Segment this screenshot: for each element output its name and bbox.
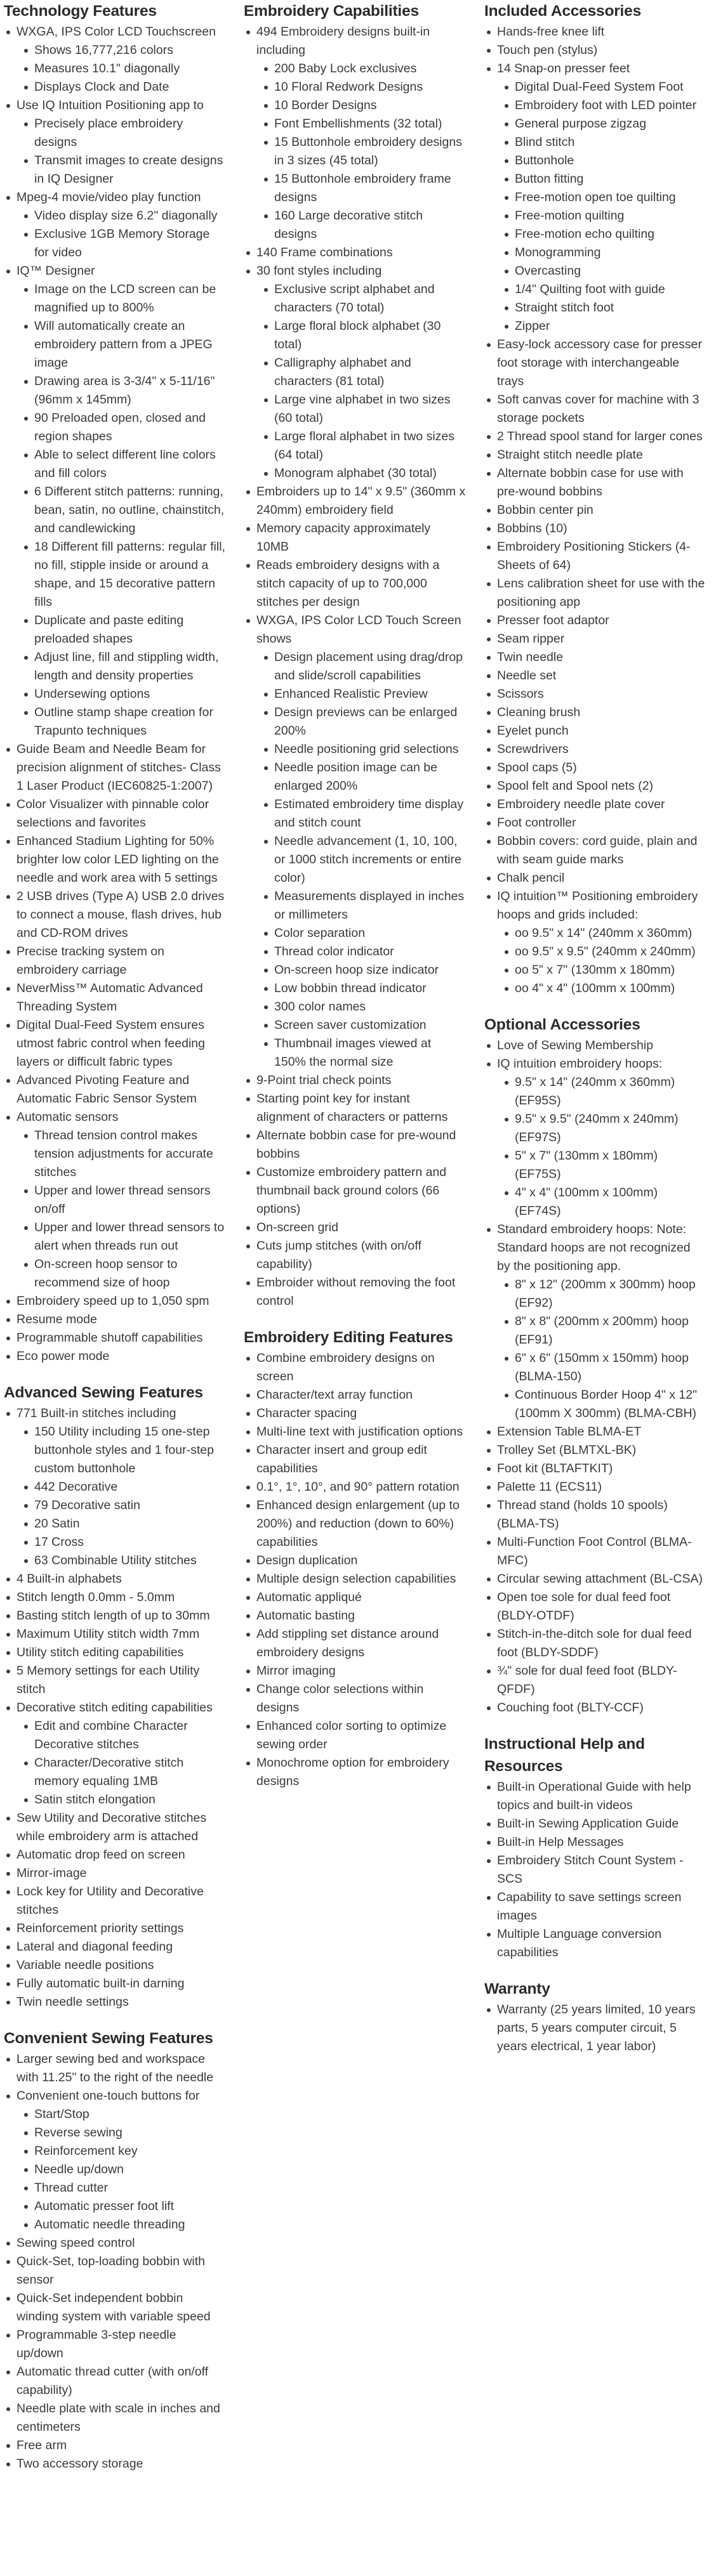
sub-list-item: 300 color names: [244, 998, 466, 1016]
list-item: Reads embroidery designs with a stitch capacity of up to 700,000 stitches per design: [244, 556, 466, 611]
sub-list-item: 10 Border Designs: [244, 96, 466, 115]
sub-list-item: Button fitting: [484, 170, 706, 188]
sub-list-item: Free-motion open toe quilting: [484, 188, 706, 207]
section-heading: Instructional Help and Resources: [484, 1736, 645, 1775]
sub-list-item: Color separation: [244, 924, 466, 943]
sub-list-item: Design placement using drag/drop and slide/scroll capabilities: [244, 648, 466, 685]
list-item: Quick-Set, top-loading bobbin with sensor: [4, 2252, 226, 2289]
list-item: Touch pen (stylus): [484, 41, 706, 60]
list-item: Spool felt and Spool nets (2): [484, 777, 706, 795]
list-item: Color Visualizer with pinnable color selections and favorites: [4, 795, 226, 832]
sub-list-item: Thread color indicator: [244, 943, 466, 961]
list-item: Cleaning brush: [484, 703, 706, 722]
sub-list-item: Straight stitch foot: [484, 299, 706, 317]
sub-list-item: Image on the LCD screen can be magnified up to 800%: [4, 280, 226, 317]
list-item: 2 USB drives (Type A) USB 2.0 drives to connect a mouse, flash drives, hub and CD-ROM drives: [4, 887, 226, 943]
list-item: IQ intuition™ Positioning embroidery hoops and grids included:: [484, 887, 706, 924]
column-right: [484, 0, 706, 2056]
list-item: Use IQ Intuition Positioning app to: [4, 96, 226, 115]
section-heading: Convenient Sewing Features: [4, 2030, 213, 2047]
list-item: IQ intuition embroidery hoops:: [484, 1055, 706, 1073]
list-item: Needle set: [484, 667, 706, 685]
list-item: Add stippling set distance around embroidery designs: [244, 1625, 466, 1662]
list-item: Utility stitch editing capabilities: [4, 1644, 226, 1662]
list-item: Decorative stitch editing capabilities: [4, 1699, 226, 1717]
list-item: Warranty (25 years limited, 10 years parts, 5 years computer circuit, 5 years electrical, 1 year labor): [484, 2001, 706, 2056]
sub-list-item: Estimated embroidery time display and stitch count: [244, 795, 466, 832]
list-item: Love of Sewing Membership: [484, 1036, 706, 1055]
sub-list-item: 1/4" Quilting foot with guide: [484, 280, 706, 299]
sub-list-item: Precisely place embroidery designs: [4, 115, 226, 152]
section-heading: Warranty: [484, 1980, 550, 1997]
list-item: Screwdrivers: [484, 740, 706, 759]
list-item: Enhanced Stadium Lighting for 50% brighter low color LED lighting on the needle and work area with 5 settings: [4, 832, 226, 887]
list-item: Automatic thread cutter (with on/off capability): [4, 2363, 226, 2400]
list-item: Foot kit (BLTAFTKIT): [484, 1460, 706, 1478]
sub-list-item: Monogramming: [484, 244, 706, 262]
list-item: Reinforcement priority settings: [4, 1919, 226, 1938]
sub-list-item: Reverse sewing: [4, 2124, 226, 2142]
sub-list-item: 10 Floral Redwork Designs: [244, 78, 466, 96]
list-item: Embroiders up to 14" x 9.5" (360mm x 240mm) embroidery field: [244, 483, 466, 520]
list-item: Embroidery speed up to 1,050 spm: [4, 1292, 226, 1311]
sub-list-item: 15 Buttonhole embroidery frame designs: [244, 170, 466, 207]
sub-list-item: Buttonhole: [484, 152, 706, 170]
list-item: ¾" sole for dual feed foot (BLDY-QFDF): [484, 1662, 706, 1699]
sub-list-item: Thread cutter: [4, 2179, 226, 2197]
sub-list-item: Drawing area is 3-3/4" x 5-11/16" (96mm x 145mm): [4, 372, 226, 409]
feature-list: [484, 1778, 706, 1962]
list-item: 4 Built-in alphabets: [4, 1570, 226, 1588]
list-item: 14 Snap-on presser feet: [484, 60, 706, 78]
list-item: Sew Utility and Decorative stitches while embroidery arm is attached: [4, 1809, 226, 1846]
list-item: Straight stitch needle plate: [484, 446, 706, 464]
sub-list-item: Needle position image can be enlarged 200%: [244, 759, 466, 795]
list-item: Alternate bobbin case for pre-wound bobbins: [244, 1127, 466, 1163]
sub-list-item: Calligraphy alphabet and characters (81 total): [244, 354, 466, 391]
list-item: WXGA, IPS Color LCD Touch Screen shows: [244, 611, 466, 648]
sub-list-item: Zipper: [484, 317, 706, 336]
list-item: Twin needle settings: [4, 1993, 226, 2011]
list-item: On-screen grid: [244, 1219, 466, 1237]
sub-list-item: 6" x 6" (150mm x 150mm) hoop (BLMA-150): [484, 1349, 706, 1386]
sub-list-item: Large floral alphabet in two sizes (64 total): [244, 428, 466, 464]
list-item: Fully automatic built-in darning: [4, 1975, 226, 1993]
sub-list-item: oo 9.5" x 14" (240mm x 360mm): [484, 924, 706, 943]
sub-list-item: Adjust line, fill and stippling width, length and density properties: [4, 648, 226, 685]
list-item: Easy-lock accessory case for presser foot storage with interchangeable trays: [484, 336, 706, 391]
list-item: Lens calibration sheet for use with the positioning app: [484, 575, 706, 611]
list-item: Standard embroidery hoops: Note: Standard hoops are not recognized by the positioning app.: [484, 1220, 706, 1276]
list-item: Lock key for Utility and Decorative stitches: [4, 1883, 226, 1919]
sub-list-item: Continuous Border Hoop 4" x 12" (100mm X 300mm) (BLMA-CBH): [484, 1386, 706, 1423]
sub-list-item: oo 9.5" x 9.5" (240mm x 240mm): [484, 943, 706, 961]
sub-list-item: Start/Stop: [4, 2105, 226, 2124]
list-item: Character insert and group edit capabilities: [244, 1441, 466, 1478]
list-item: Memory capacity approximately 10MB: [244, 520, 466, 556]
feature-list: [244, 23, 466, 1311]
sub-list-item: 4" x 4" (100mm x 100mm) (EF74S): [484, 1184, 706, 1220]
list-item: Enhanced color sorting to optimize sewing order: [244, 1717, 466, 1754]
sub-list-item: 9.5" x 9.5" (240mm x 240mm) (EF97S): [484, 1110, 706, 1147]
sub-list-item: Upper and lower thread sensors to alert when threads run out: [4, 1219, 226, 1255]
list-item: Spool caps (5): [484, 759, 706, 777]
sub-list-item: Thumbnail images viewed at 150% the normal size: [244, 1035, 466, 1071]
sub-list-item: 8" x 8" (200mm x 200mm) hoop (EF91): [484, 1312, 706, 1349]
list-item: Basting stitch length of up to 30mm: [4, 1607, 226, 1625]
list-item: Multi-Function Foot Control (BLMA-MFC): [484, 1533, 706, 1570]
list-item: Needle plate with scale in inches and centimeters: [4, 2400, 226, 2436]
section-heading: Embroidery Capabilities: [244, 3, 419, 20]
list-item: Starting point key for instant alignment of characters or patterns: [244, 1090, 466, 1127]
list-item: 5 Memory settings for each Utility stitch: [4, 1662, 226, 1699]
list-item: Mirror-image: [4, 1864, 226, 1883]
list-item: Palette 11 (ECS11): [484, 1478, 706, 1496]
sub-list-item: On-screen hoop size indicator: [244, 961, 466, 979]
list-item: Multiple design selection capabilities: [244, 1570, 466, 1588]
list-item: Design duplication: [244, 1552, 466, 1570]
list-item: Bobbin covers: cord guide, plain and with seam guide marks: [484, 832, 706, 869]
column-middle: [244, 0, 466, 1791]
list-item: Circular sewing attachment (BL-CSA): [484, 1570, 706, 1588]
list-item: Precise tracking system on embroidery carriage: [4, 943, 226, 979]
list-item: Multiple Language conversion capabilities: [484, 1925, 706, 1962]
sub-list-item: 8" x 12" (200mm x 300mm) hoop (EF92): [484, 1276, 706, 1312]
list-item: Twin needle: [484, 648, 706, 667]
section-convenient-sewing-features: [4, 2027, 226, 2473]
sub-list-item: Able to select different line colors and fill colors: [4, 446, 226, 483]
feature-list: [484, 2001, 706, 2056]
list-item: Couching foot (BLTY-CCF): [484, 1699, 706, 1717]
sub-list-item: On-screen hoop sensor to recommend size of hoop: [4, 1255, 226, 1292]
list-item: Variable needle positions: [4, 1956, 226, 1975]
list-item: Programmable 3-step needle up/down: [4, 2326, 226, 2363]
sub-list-item: Monogram alphabet (30 total): [244, 464, 466, 483]
sub-list-item: Enhanced Realistic Preview: [244, 685, 466, 703]
sub-list-item: Reinforcement key: [4, 2142, 226, 2161]
list-item: Soft canvas cover for machine with 3 storage pockets: [484, 391, 706, 428]
sub-list-item: 6 Different stitch patterns: running, bean, satin, no outline, chainstitch, and candlewicking: [4, 483, 226, 538]
sub-list-item: 17 Cross: [4, 1533, 226, 1552]
feature-list: [4, 2050, 226, 2473]
list-item: Alternate bobbin case for use with pre-wound bobbins: [484, 464, 706, 501]
list-item: Bobbin center pin: [484, 501, 706, 520]
list-item: Capability to save settings screen images: [484, 1888, 706, 1925]
sub-list-item: 5" x 7" (130mm x 180mm) (EF75S): [484, 1147, 706, 1184]
sub-list-item: Needle advancement (1, 10, 100, or 1000 stitch increments or entire color): [244, 832, 466, 887]
list-item: WXGA, IPS Color LCD Touchscreen: [4, 23, 226, 41]
list-item: Built-in Sewing Application Guide: [484, 1815, 706, 1833]
list-item: Programmable shutoff capabilities: [4, 1329, 226, 1347]
sub-list-item: Exclusive script alphabet and characters (70 total): [244, 280, 466, 317]
sub-list-item: Satin stitch elongation: [4, 1791, 226, 1809]
sub-list-item: General purpose zigzag: [484, 115, 706, 133]
list-item: Larger sewing bed and workspace with 11.25" to the right of the needle: [4, 2050, 226, 2087]
list-item: Two accessory storage: [4, 2455, 226, 2473]
list-item: Seam ripper: [484, 630, 706, 648]
list-item: Character spacing: [244, 1404, 466, 1423]
sub-list-item: 20 Satin: [4, 1515, 226, 1533]
sub-list-item: Free-motion quilting: [484, 207, 706, 225]
sub-list-item: Thread tension control makes tension adjustments for accurate stitches: [4, 1127, 226, 1182]
sub-list-item: Measurements displayed in inches or millimeters: [244, 887, 466, 924]
list-item: Digital Dual-Feed System ensures utmost fabric control when feeding layers or difficult fabric types: [4, 1016, 226, 1071]
list-item: Built-in Help Messages: [484, 1833, 706, 1852]
list-item: IQ™ Designer: [4, 262, 226, 280]
list-item: Multi-line text with justification options: [244, 1423, 466, 1441]
sub-list-item: Undersewing options: [4, 685, 226, 703]
sub-list-item: Design previews can be enlarged 200%: [244, 703, 466, 740]
section-heading: Technology Features: [4, 3, 157, 20]
list-item: Embroider without removing the foot control: [244, 1274, 466, 1311]
feature-list: [244, 1349, 466, 1791]
list-item: Presser foot adaptor: [484, 611, 706, 630]
sub-list-item: Large vine alphabet in two sizes (60 total): [244, 391, 466, 428]
sub-list-item: 200 Baby Lock exclusives: [244, 60, 466, 78]
list-item: Enhanced design enlargement (up to 200%) and reduction (down to 60%) capabilities: [244, 1496, 466, 1552]
list-item: Built-in Operational Guide with help topics and built-in videos: [484, 1778, 706, 1815]
feature-list: [484, 1036, 706, 1717]
sub-list-item: Embroidery foot with LED pointer: [484, 96, 706, 115]
sub-list-item: Exclusive 1GB Memory Storage for video: [4, 225, 226, 262]
list-item: Open toe sole for dual feed foot (BLDY-OTDF): [484, 1588, 706, 1625]
list-item: Scissors: [484, 685, 706, 703]
list-item: 0.1°, 1°, 10°, and 90° pattern rotation: [244, 1478, 466, 1496]
sub-list-item: 160 Large decorative stitch designs: [244, 207, 466, 244]
sub-list-item: Measures 10.1" diagonally: [4, 60, 226, 78]
sub-list-item: Duplicate and paste editing preloaded shapes: [4, 611, 226, 648]
list-item: Eyelet punch: [484, 722, 706, 740]
section-heading: Advanced Sewing Features: [4, 1384, 203, 1401]
list-item: Automatic basting: [244, 1607, 466, 1625]
sub-list-item: 9.5" x 14" (240mm x 360mm) (EF95S): [484, 1073, 706, 1110]
list-item: Hands-free knee lift: [484, 23, 706, 41]
list-item: Embroidery Positioning Stickers (4-Sheets of 64): [484, 538, 706, 575]
sub-list-item: oo 5" x 7" (130mm x 180mm): [484, 961, 706, 979]
sub-list-item: Edit and combine Character Decorative stitches: [4, 1717, 226, 1754]
list-item: NeverMiss™ Automatic Advanced Threading System: [4, 979, 226, 1016]
section-embroidery-capabilities: [244, 0, 466, 1311]
list-item: Embroidery needle plate cover: [484, 795, 706, 814]
sub-list-item: 15 Buttonhole embroidery designs in 3 sizes (45 total): [244, 133, 466, 170]
list-item: Automatic drop feed on screen: [4, 1846, 226, 1864]
sub-list-item: Overcasting: [484, 262, 706, 280]
sub-list-item: 90 Preloaded open, closed and region shapes: [4, 409, 226, 446]
sub-list-item: Displays Clock and Date: [4, 78, 226, 96]
list-item: 9-Point trial check points: [244, 1071, 466, 1090]
sub-list-item: Blind stitch: [484, 133, 706, 152]
list-item: Cuts jump stitches (with on/off capability): [244, 1237, 466, 1274]
sub-list-item: 63 Combinable Utility stitches: [4, 1552, 226, 1570]
sub-list-item: 18 Different fill patterns: regular fill, no fill, stipple inside or around a shape, and 15 decorative pattern fills: [4, 538, 226, 611]
sub-list-item: Outline stamp shape creation for Trapunto techniques: [4, 703, 226, 740]
column-left: [4, 0, 226, 2473]
list-item: Change color selections within designs: [244, 1680, 466, 1717]
list-item: Automatic appliqué: [244, 1588, 466, 1607]
sub-list-item: Screen saver customization: [244, 1016, 466, 1035]
sub-list-item: Automatic presser foot lift: [4, 2197, 226, 2216]
list-item: Eco power mode: [4, 1347, 226, 1366]
list-item: Extension Table BLMA-ET: [484, 1423, 706, 1441]
list-item: Customize embroidery pattern and thumbnail back ground colors (66 options): [244, 1163, 466, 1219]
sub-list-item: Will automatically create an embroidery pattern from a JPEG image: [4, 317, 226, 372]
section-warranty: [484, 1978, 706, 2056]
feature-list: [484, 23, 706, 998]
sub-list-item: Needle up/down: [4, 2161, 226, 2179]
list-item: Stitch-in-the-ditch sole for dual feed foot (BLDY-SDDF): [484, 1625, 706, 1662]
section-heading: Included Accessories: [484, 3, 642, 20]
sub-list-item: 79 Decorative satin: [4, 1496, 226, 1515]
list-item: Convenient one-touch buttons for: [4, 2087, 226, 2105]
list-item: Advanced Pivoting Feature and Automatic Fabric Sensor System: [4, 1071, 226, 1108]
list-item: Character/text array function: [244, 1386, 466, 1404]
section-optional-accessories: [484, 1014, 706, 1717]
feature-list: [4, 1404, 226, 2011]
list-item: Automatic sensors: [4, 1108, 226, 1127]
list-item: 771 Built-in stitches including: [4, 1404, 226, 1423]
list-item: Thread stand (holds 10 spools) (BLMA-TS): [484, 1496, 706, 1533]
list-item: Stitch length 0.0mm - 5.0mm: [4, 1588, 226, 1607]
list-item: Embroidery Stitch Count System - SCS: [484, 1852, 706, 1888]
sub-list-item: 150 Utility including 15 one-step buttonhole styles and 1 four-step custom buttonhole: [4, 1423, 226, 1478]
section-embroidery-editing-features: [244, 1326, 466, 1791]
sub-list-item: Needle positioning grid selections: [244, 740, 466, 759]
list-item: Combine embroidery designs on screen: [244, 1349, 466, 1386]
list-item: Free arm: [4, 2436, 226, 2455]
list-item: Monochrome option for embroidery designs: [244, 1754, 466, 1791]
list-item: Bobbins (10): [484, 520, 706, 538]
list-item: 140 Frame combinations: [244, 244, 466, 262]
list-item: 2 Thread spool stand for larger cones: [484, 428, 706, 446]
list-item: Sewing speed control: [4, 2234, 226, 2252]
section-heading: Optional Accessories: [484, 1016, 640, 1033]
sub-list-item: 442 Decorative: [4, 1478, 226, 1496]
section-technology-features: [4, 0, 226, 1366]
feature-list: [4, 23, 226, 1366]
list-item: Resume mode: [4, 1311, 226, 1329]
sub-list-item: Upper and lower thread sensors on/off: [4, 1182, 226, 1219]
sub-list-item: Automatic needle threading: [4, 2216, 226, 2234]
section-heading: Embroidery Editing Features: [244, 1329, 453, 1346]
list-item: Foot controller: [484, 814, 706, 832]
sub-list-item: Character/Decorative stitch memory equaling 1MB: [4, 1754, 226, 1791]
section-advanced-sewing-features: [4, 1382, 226, 2011]
sub-list-item: Low bobbin thread indicator: [244, 979, 466, 998]
sub-list-item: oo 4" x 4" (100mm x 100mm): [484, 979, 706, 998]
sub-list-item: Video display size 6.2" diagonally: [4, 207, 226, 225]
sub-list-item: Font Embellishments (32 total): [244, 115, 466, 133]
list-item: 494 Embroidery designs built-in including: [244, 23, 466, 60]
list-item: Mpeg-4 movie/video play function: [4, 188, 226, 207]
list-item: Chalk pencil: [484, 869, 706, 887]
section-included-accessories: [484, 0, 706, 998]
sub-list-item: Free-motion echo quilting: [484, 225, 706, 244]
section-instructional-help-and-resources: [484, 1733, 706, 1962]
list-item: Maximum Utility stitch width 7mm: [4, 1625, 226, 1644]
list-item: Guide Beam and Needle Beam for precision alignment of stitches- Class 1 Laser Product (IEC60825-1:2007): [4, 740, 226, 795]
list-item: Trolley Set (BLMTXL-BK): [484, 1441, 706, 1460]
sub-list-item: Transmit images to create designs in IQ Designer: [4, 152, 226, 188]
list-item: 30 font styles including: [244, 262, 466, 280]
list-item: Lateral and diagonal feeding: [4, 1938, 226, 1956]
list-item: Quick-Set independent bobbin winding system with variable speed: [4, 2289, 226, 2326]
sub-list-item: Large floral block alphabet (30 total): [244, 317, 466, 354]
sub-list-item: Shows 16,777,216 colors: [4, 41, 226, 60]
list-item: Mirror imaging: [244, 1662, 466, 1680]
sub-list-item: Digital Dual-Feed System Foot: [484, 78, 706, 96]
